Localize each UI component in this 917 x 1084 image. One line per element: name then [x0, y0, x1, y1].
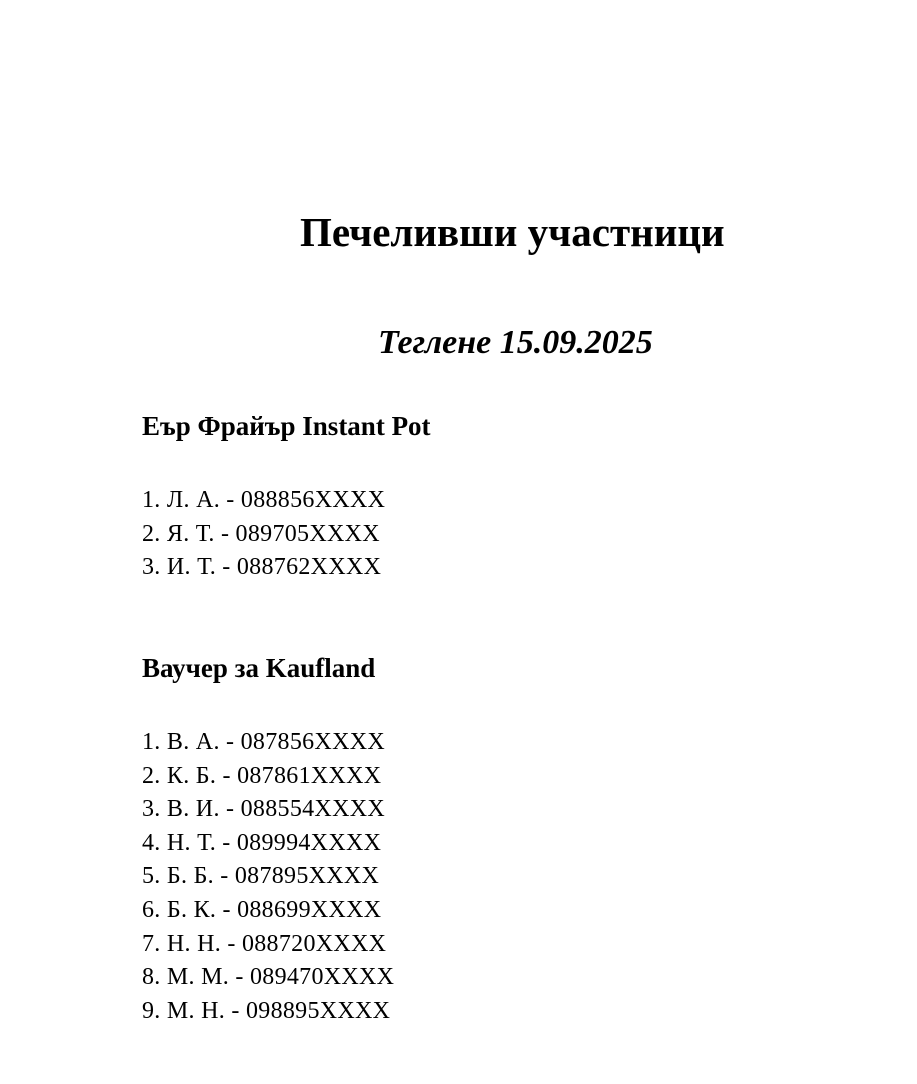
winner-list-voucher — [142, 726, 394, 1028]
winner-item: 2. Я. Т. - 089705XXXX — [142, 520, 380, 547]
winner-list-air-fryer — [142, 484, 385, 585]
section-heading-air-fryer: Еър Фрайър Instant Pot — [142, 411, 431, 441]
winner-item: 1. Л. А. - 088856XXXX — [142, 487, 386, 513]
winner-item: 1. В. А. - 087856XXXX — [142, 729, 385, 755]
winner-item: 3. В. И. - 088554XXXX — [142, 796, 385, 823]
winner-item: 7. Н. Н. - 088720XXXX — [142, 930, 387, 957]
winner-item: 3. И. Т. - 088762XXXX — [142, 554, 382, 581]
winner-item: 6. Б. К. - 088699XXXX — [142, 896, 382, 923]
winner-item: 5. Б. Б. - 087895XXXX — [142, 863, 380, 890]
winner-item: 2. К. Б. - 087861XXXX — [142, 762, 382, 789]
winner-item: 4. Н. Т. - 089994XXXX — [142, 829, 382, 856]
page-title: Печеливши участници — [300, 209, 725, 255]
draw-date-subtitle: Теглене 15.09.2025 — [378, 324, 653, 361]
section-heading-voucher: Ваучер за Kaufland — [142, 653, 376, 683]
winner-item: 8. М. М. - 089470XXXX — [142, 964, 395, 991]
winner-item: 9. М. Н. - 098895XXXX — [142, 997, 391, 1024]
